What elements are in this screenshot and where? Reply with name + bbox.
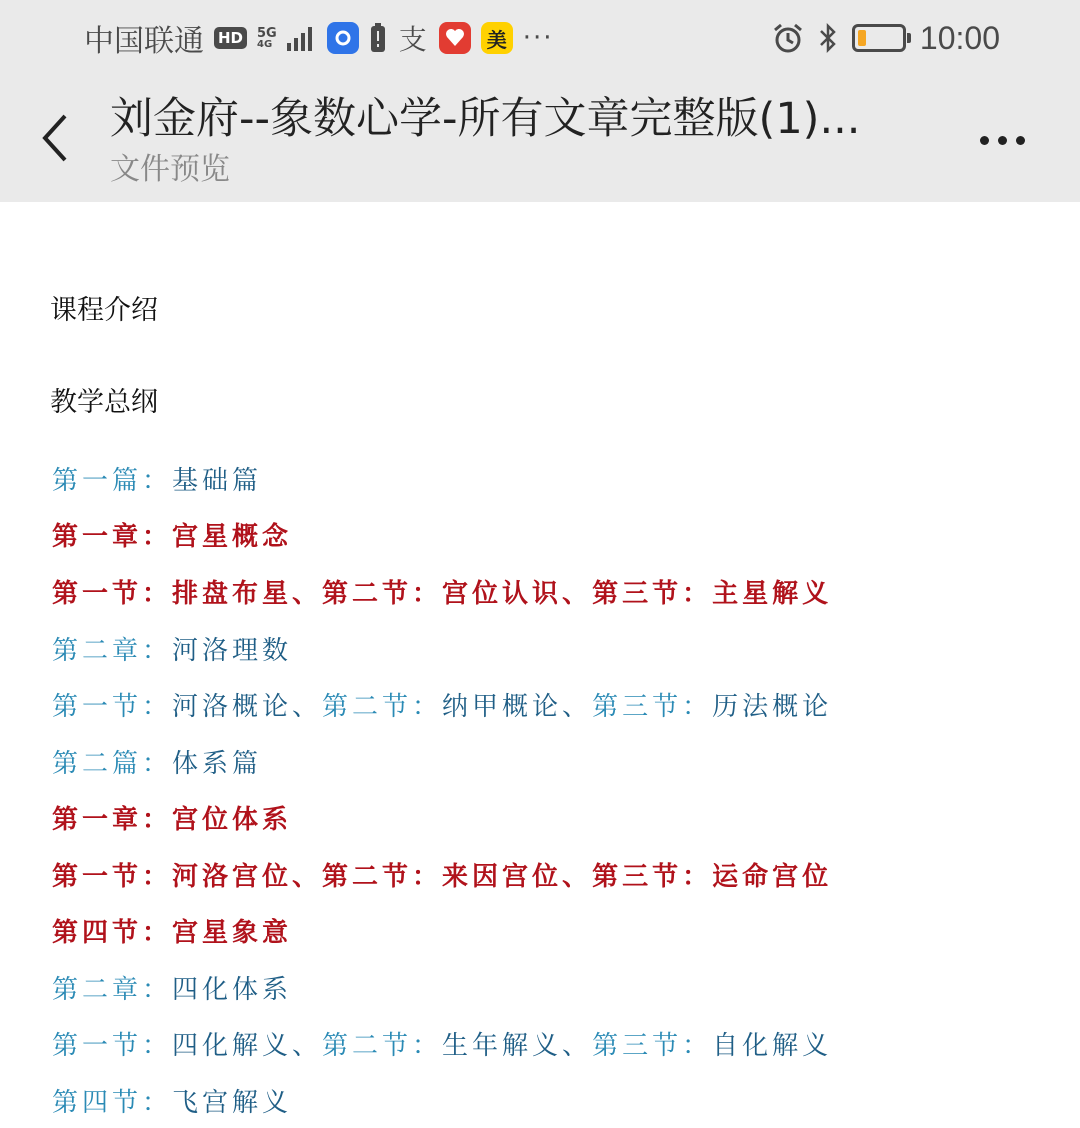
toc-prefix: 第二节： (322, 862, 443, 892)
toc-prefix: 第三节： (592, 1031, 713, 1061)
toc-text: 河洛概论、 (172, 692, 323, 722)
toc-text: 体系篇 (172, 749, 263, 779)
toc-line (52, 1025, 832, 1062)
battery-level (858, 30, 866, 46)
meituan-icon: 美 (481, 22, 513, 54)
toc-prefix: 第一节： (52, 579, 173, 609)
storage-alert-icon (369, 23, 387, 53)
toc-prefix: 第二节： (322, 579, 443, 609)
document-subtitle: 文件预览 (110, 152, 230, 187)
toc-line (52, 856, 832, 893)
toc-line (52, 799, 292, 836)
toc-prefix: 第一章： (52, 805, 173, 835)
alipay-icon: 支 (398, 23, 427, 56)
toc-prefix: 第三节： (592, 579, 713, 609)
document-preview[interactable] (0, 202, 1080, 1128)
toc-prefix: 第二篇： (52, 749, 173, 779)
toc-text: 运命宫位 (712, 862, 833, 892)
toc-text: 纳甲概论、 (442, 692, 593, 722)
toc-text: 河洛宫位、 (172, 862, 323, 892)
status-right-group (772, 18, 1000, 58)
network-indicator (257, 27, 277, 50)
toc-line (52, 743, 262, 780)
toc-prefix: 第二章： (52, 975, 173, 1005)
title-bar (0, 76, 1080, 202)
toc-text: 来因宫位、 (442, 862, 593, 892)
battery-icon (852, 24, 906, 52)
toc-text: 生年解义、 (442, 1031, 593, 1061)
toc-text: 宫位体系 (172, 805, 293, 835)
document-title: 刘金府--象数心学-所有文章完整版(1)... (110, 94, 861, 144)
toc-prefix: 第四节： (52, 1088, 173, 1118)
toc-text: 主星解义 (712, 579, 833, 609)
heading-syllabus: 教学总纲 (50, 387, 158, 418)
toc-text: 宫星概念 (172, 522, 293, 552)
toc-text: 四化体系 (172, 975, 293, 1005)
alarm-icon (772, 22, 804, 54)
more-options-button[interactable] (972, 120, 1032, 160)
toc-prefix: 第三节： (592, 862, 713, 892)
toc-text: 历法概论 (712, 692, 833, 722)
toc-line (52, 686, 832, 723)
toc-prefix: 第二节： (322, 692, 443, 722)
toc-text: 排盘布星、 (172, 579, 323, 609)
toc-text: 基础篇 (172, 466, 263, 496)
toc-prefix: 第四节： (52, 918, 173, 948)
toc-prefix: 第三节： (592, 692, 713, 722)
toc-line (52, 912, 292, 949)
toc-text: 自化解义 (712, 1031, 833, 1061)
toc-prefix: 第一节： (52, 862, 173, 892)
toc-prefix: 第一节： (52, 1031, 173, 1061)
network-type: 5G (257, 25, 277, 41)
back-button[interactable] (30, 108, 80, 168)
more-notifications-icon: ··· (522, 23, 554, 53)
toc-line (52, 969, 292, 1006)
signal-icon (287, 25, 317, 51)
status-left-group (84, 18, 554, 58)
status-bar (0, 0, 1080, 76)
toc-line (52, 1082, 292, 1119)
dot-icon (1016, 136, 1025, 145)
app-notification-icon (327, 22, 359, 54)
dot-icon (980, 136, 989, 145)
toc-text: 宫星象意 (172, 918, 293, 948)
toc-text: 宫位认识、 (442, 579, 593, 609)
toc-prefix: 第一节： (52, 692, 173, 722)
network-type-secondary: 4G (257, 38, 273, 50)
toc-line (52, 573, 832, 610)
toc-text: 四化解义、 (172, 1031, 323, 1061)
clock: 10:00 (919, 19, 1000, 56)
heading-course-intro: 课程介绍 (50, 295, 158, 326)
toc-prefix: 第一篇： (52, 466, 173, 496)
toc-prefix: 第一章： (52, 522, 173, 552)
toc-line (52, 516, 292, 553)
bluetooth-icon (818, 22, 838, 54)
toc-text: 飞宫解义 (172, 1088, 293, 1118)
carrier-name: 中国联通 (84, 24, 204, 59)
gift-app-icon (439, 22, 471, 54)
toc-prefix: 第二节： (322, 1031, 443, 1061)
toc-text: 河洛理数 (172, 636, 293, 666)
toc-prefix: 第二章： (52, 636, 173, 666)
hd-badge: HD (214, 27, 247, 49)
dot-icon (998, 136, 1007, 145)
chevron-left-icon (40, 113, 70, 163)
toc-line (52, 460, 262, 497)
toc-line (52, 630, 292, 667)
